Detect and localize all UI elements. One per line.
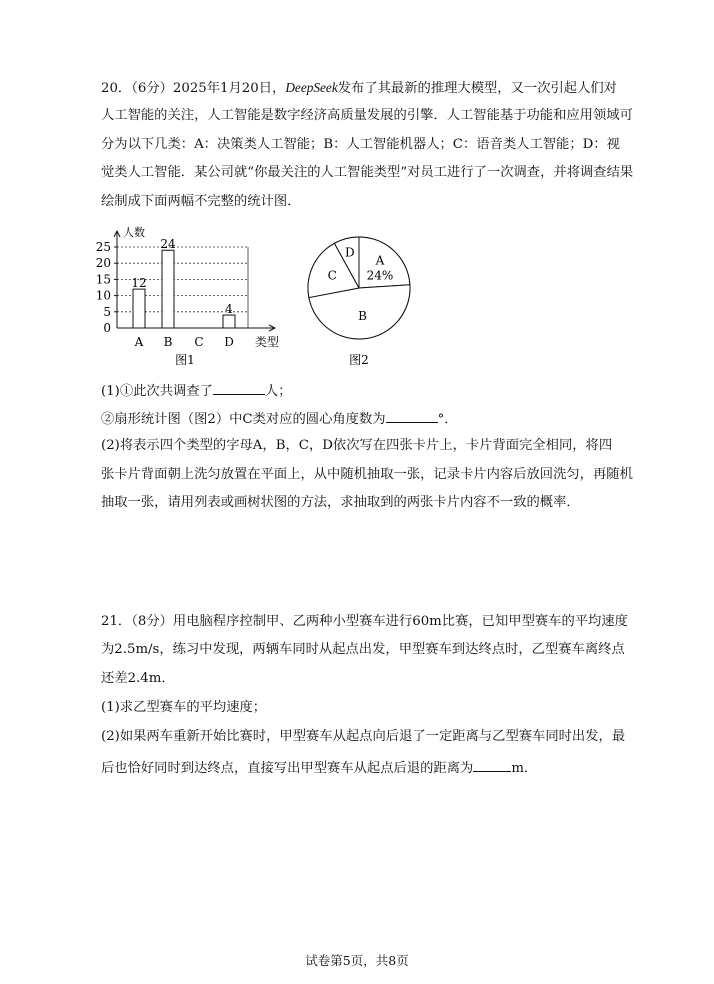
answer-blank-total[interactable] bbox=[213, 380, 265, 395]
q21-part2-text: 后也恰好同时到达终点，直接写出甲型赛车从起点后退的距离为 bbox=[101, 761, 474, 776]
q21-line-1: 21．（8分）用电脑程序控制甲、乙两种小型赛车进行60m比赛，已知甲型赛车的平均速度 bbox=[101, 614, 628, 629]
q20-line-1 bbox=[101, 79, 617, 98]
bar bbox=[223, 315, 235, 328]
bar bbox=[162, 250, 174, 328]
x-tick-label: D bbox=[224, 335, 234, 349]
q21-line-2: 为2.5m/s，练习中发现，两辆车同时从起点出发，甲型赛车到达终点时，乙型赛车离终点 bbox=[101, 642, 625, 657]
q21-part2-unit: m． bbox=[511, 761, 538, 776]
q20-part1-a-unit: 人； bbox=[264, 384, 292, 399]
pie-slice-label: C bbox=[327, 268, 337, 283]
x-tick-label: C bbox=[194, 335, 204, 349]
figure-caption: 图2 bbox=[349, 353, 369, 367]
bar-chart-figure1 bbox=[95, 222, 295, 372]
x-tick-label: B bbox=[163, 335, 173, 349]
y-tick-label: 25 bbox=[95, 240, 111, 254]
x-tick-label: A bbox=[134, 335, 144, 349]
brand-name: DeepSeek bbox=[285, 80, 338, 95]
q20-part1-b-text: ②扇形统计图（图2）中C类对应的圆心角度数为 bbox=[101, 412, 386, 427]
q20-part1-b bbox=[101, 408, 458, 429]
pie-chart-figure2 bbox=[300, 230, 420, 370]
q20-line-4: 觉类人工智能．某公司就“你最关注的人工智能类型”对员工进行了一次调查，并将调查结果 bbox=[101, 165, 634, 180]
y-tick-label: 10 bbox=[95, 288, 111, 303]
q21-line-3: 还差2.4m． bbox=[101, 671, 175, 686]
q20-part2-line-3: 抽取一张，请用列表或画树状图的方法，求抽取到的两张卡片内容不一致的概率． bbox=[101, 495, 580, 510]
pie-slice-label: B bbox=[358, 308, 367, 323]
bar-value-label: 24 bbox=[160, 237, 176, 252]
q20-part1-b-unit: °． bbox=[437, 412, 458, 427]
answer-blank-angle[interactable] bbox=[386, 408, 438, 423]
y-tick-label: 15 bbox=[95, 272, 111, 287]
bar-value-label: 12 bbox=[131, 276, 147, 291]
y-tick-label: 0 bbox=[103, 321, 111, 335]
q21-part2-line-2 bbox=[101, 757, 537, 778]
q21-part1: (1)求乙型赛车的平均速度； bbox=[101, 700, 267, 715]
q20-line-1-text: 发布了其最新的推理大模型，又一次引起人们对 bbox=[337, 81, 617, 96]
pie-slice-label: D bbox=[345, 245, 355, 260]
q20-line-5: 绘制成下面两幅不完整的统计图． bbox=[101, 194, 301, 209]
q20-part2-line-1: (2)将表示四个类型的字母A，B，C，D依次写在四张卡片上，卡片背面完全相同，将四 bbox=[101, 438, 613, 453]
y-tick-label: 5 bbox=[103, 304, 111, 319]
q20-line-2: 人工智能的关注，人工智能是数字经济高质量发展的引擎．人工智能基于功能和应用领域可 bbox=[101, 108, 633, 123]
pie-slice-label: A bbox=[375, 253, 385, 268]
bar bbox=[133, 289, 145, 328]
y-axis-label: 人数 bbox=[123, 226, 145, 239]
answer-blank-distance[interactable] bbox=[473, 757, 511, 772]
x-axis-label: 类型 bbox=[255, 335, 280, 349]
q20-line-3: 分为以下几类：A：决策类人工智能；B：人工智能机器人；C：语音类人工智能；D：视 bbox=[101, 137, 620, 152]
q20-part2-line-2: 张卡片背面朝上洗匀放置在平面上，从中随机抽取一张，记录卡片内容后放回洗匀，再随机 bbox=[101, 467, 633, 482]
q21-part2-line-1: (2)如果两车重新开始比赛时，甲型赛车从起点向后退了一定距离与乙型赛车同时出发，最 bbox=[101, 729, 626, 744]
figure-caption: 图1 bbox=[175, 353, 195, 367]
y-tick-label: 20 bbox=[95, 256, 111, 271]
q20-part1-a bbox=[101, 380, 292, 401]
page-footer: 试卷第5页，共8页 bbox=[305, 953, 409, 968]
q20-part1-a-text: (1)①此次共调查了 bbox=[101, 384, 213, 399]
q20-header: 20．（6分）2025年1月20日， bbox=[101, 81, 286, 96]
pie-percent-label: 24% bbox=[366, 268, 394, 283]
bar-value-label: 4 bbox=[225, 302, 233, 317]
